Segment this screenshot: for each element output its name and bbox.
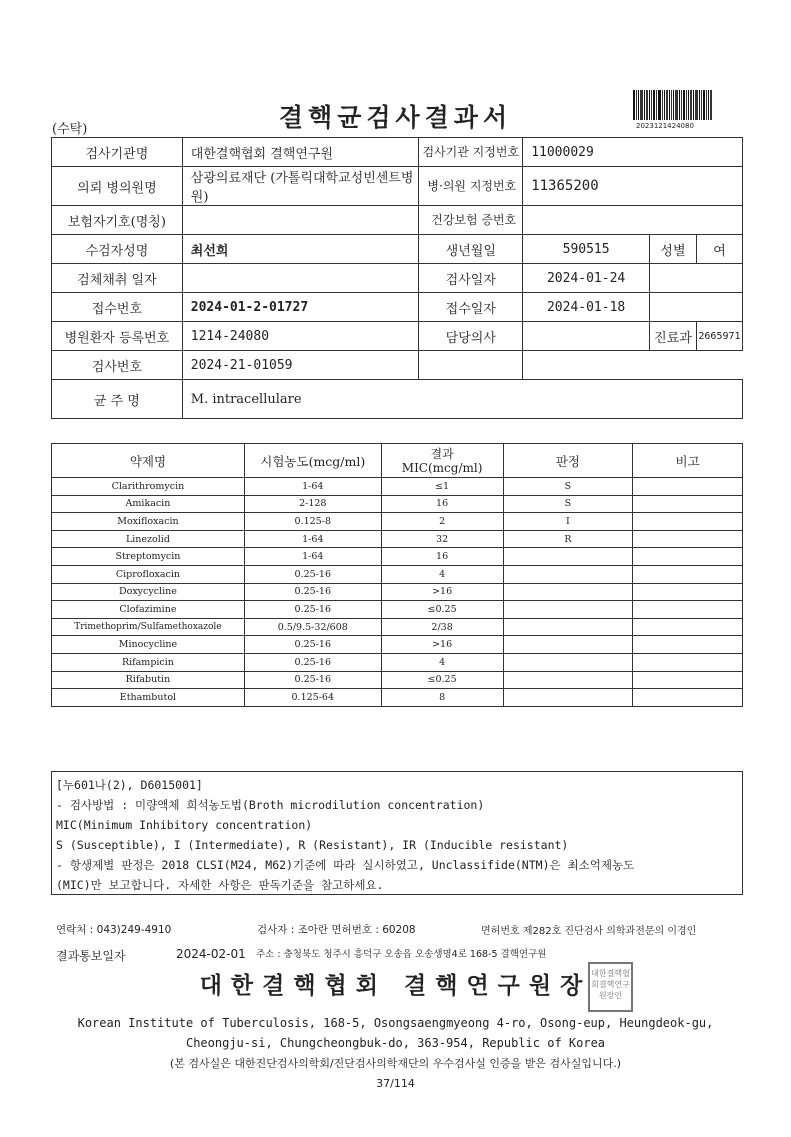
note-line-5: - 항생제별 판정은 2018 CLSI(M24, M62)기준에 따라 실시하였고, Unclassifide(NTM)은 최소억제농도 [56,858,635,872]
test-date-value: 2024-01-24 [523,264,650,293]
barcode-bar [644,90,645,120]
mic-cell: >16 [381,583,503,601]
institution-value: 대한결핵협회 결핵연구원 [182,138,419,167]
mic-col-header [381,444,503,478]
mic-cell: ≤0.25 [381,671,503,689]
test-no-value: 2024-21-01059 [182,351,419,380]
reg-no-value: 1214-24080 [182,322,419,351]
mic-header-line: MIC(mcg/ml) [401,460,483,475]
barcode-bar [664,90,665,120]
patient-info-table [51,137,743,419]
note-cell [633,530,743,548]
test-range-cell: 1-64 [244,478,381,496]
barcode-bar [686,90,687,120]
barcode-bar [656,90,657,120]
mic-cell: 16 [381,548,503,566]
specialist: 면허번호 제282호 진단검사 의학과전문의 이경인 [481,926,697,937]
drug-col-header: 약제명 [52,444,245,478]
barcode-bar [695,90,698,120]
test-range-cell: 0.25-16 [244,601,381,619]
interpretation-cell: S [503,495,633,513]
health-ins-value [523,206,743,235]
note-cell [633,653,743,671]
drug-name-cell: Rifampicin [52,653,245,671]
note-cell [633,671,743,689]
barcode-bar [681,90,682,120]
mic-cell: >16 [381,636,503,654]
receipt-date-value: 2024-01-18 [523,293,650,322]
table-row [52,636,743,654]
mic-cell: 2/38 [381,618,503,636]
test-range-cell: 0.25-16 [244,653,381,671]
inst-code-label: 검사기관 지정번호 [419,138,523,167]
barcode-bar [703,90,705,120]
test-range-cell: 1-64 [244,548,381,566]
mic-cell: 4 [381,653,503,671]
hospital-label: 의뢰 병의원명 [52,167,183,206]
table-row [52,478,743,496]
interpretation-cell: I [503,513,633,531]
test-range-cell: 0.125-8 [244,513,381,531]
note-cell [633,478,743,496]
institute-name: 대한결핵협회 결핵연구원장 [199,973,592,999]
interp-col-header: 판정 [503,444,633,478]
note-cell [633,636,743,654]
barcode-bar [651,90,652,120]
test-date-label: 검사일자 [419,264,523,293]
test-no-blank-right [523,351,743,380]
barcode-bar [649,90,650,120]
table-row [52,513,743,531]
barcode-bar [679,90,680,120]
barcode [633,90,713,120]
institution-label: 검사기관명 [52,138,183,167]
patient-name-label: 수검자성명 [52,235,183,264]
note-line-2: - 검사방법 : 미량액체 희석농도법(Broth microdilution concentration) [56,798,485,812]
birth-value: 590515 [523,235,650,264]
note-cell [633,548,743,566]
test-range-cell: 0.25-16 [244,671,381,689]
birth-label: 생년월일 [419,235,523,264]
note-col-header: 비고 [633,444,743,478]
table-row [52,618,743,636]
barcode-bar [688,90,689,120]
method-notes [51,771,743,895]
hospital-value: 삼광의료재단 (가톨릭대학교성빈센트병원) [182,167,419,206]
report-date-label: 결과통보일자 [56,949,126,963]
certification: (본 검사실은 대한진단검사의학회/진단검사의학재단의 우수검사실 인증을 받은 검사실입니다.) [169,1057,622,1070]
barcode-bar [706,90,707,120]
health-ins-label: 건강보험 증번호 [419,206,523,235]
insured-label: 보험자기호(명칭) [52,206,183,235]
barcode-bar [653,90,655,120]
sex-value: 여 [696,235,742,264]
table-row [52,689,743,707]
barcode-number: 2023121424080 [636,122,694,130]
organism-value: M. intracellulare [182,380,742,419]
note-cell [633,513,743,531]
drug-name-cell: Moxifloxacin [52,513,245,531]
barcode-bar [666,90,668,120]
note-line-6: (MIC)만 보고합니다. 자세한 사항은 판독기준을 참고하세요. [56,878,384,892]
hospital-code-value: 11365200 [523,167,743,206]
tester: 검사자 : 조아란 면허번호 : 60208 [257,924,416,936]
test-range-cell: 0.25-16 [244,636,381,654]
interpretation-cell [503,583,633,601]
barcode-bar [673,90,675,120]
barcode-bar [658,90,661,120]
drug-name-cell: Doxycycline [52,583,245,601]
note-cell [633,618,743,636]
table-row [52,583,743,601]
drug-name-cell: Linezolid [52,530,245,548]
table-row [52,565,743,583]
drug-name-cell: Rifabutin [52,671,245,689]
table-row [52,671,743,689]
interpretation-cell: R [503,530,633,548]
page-number: 37/114 [376,1077,415,1090]
drug-name-cell: Ciprofloxacin [52,565,245,583]
seal-text: 대한결핵협회결핵연구원장인 [591,969,630,1000]
barcode-bar [638,90,639,120]
note-line-3: MIC(Minimum Inhibitory concentration) [56,818,313,832]
sex-label: 성별 [650,235,697,264]
range-col-header: 시험농도(mcg/ml) [244,444,381,478]
collect-date-value [182,264,419,293]
test-no-label: 검사번호 [52,351,183,380]
barcode-bar [708,90,709,120]
drug-name-cell: Streptomycin [52,548,245,566]
official-seal [588,962,633,1012]
test-range-cell: 0.25-16 [244,583,381,601]
table-row [52,601,743,619]
receipt-no-value: 2024-01-2-01727 [182,293,419,322]
address-kr: 주소 : 충청북도 청주시 흥덕구 오송읍 오송생명4로 168-5 결핵연구원 [256,949,547,960]
reg-no-label: 병원환자 등록번호 [52,322,183,351]
barcode-bar [640,90,643,120]
dept-value: 2665971 [696,322,742,351]
mic-cell: ≤1 [381,478,503,496]
barcode-bar [710,90,712,120]
address-en-line-2: Cheongju-si, Chungcheongbuk-do, 363-954, Republic of Korea [185,1036,606,1050]
dept-label: 진료과 [650,322,697,351]
barcode-bar [690,90,692,120]
mic-cell: 16 [381,495,503,513]
note-cell [633,495,743,513]
test-range-cell: 0.25-16 [244,565,381,583]
interpretation-cell [503,636,633,654]
barcode-bar [671,90,672,120]
barcode-bar [675,90,678,120]
hospital-code-label: 병·의원 지정번호 [419,167,523,206]
barcode-bar [633,90,635,120]
mic-cell: 32 [381,530,503,548]
barcode-bar [646,90,648,120]
test-range-cell: 2-128 [244,495,381,513]
interpretation-cell: S [503,478,633,496]
barcode-bar [701,90,702,120]
drug-name-cell: Clofazimine [52,601,245,619]
mic-cell: 8 [381,689,503,707]
mic-cell: 4 [381,565,503,583]
test-no-blank [419,351,523,380]
table-row [52,653,743,671]
request-tag: (수탁) [52,122,88,137]
note-cell [633,601,743,619]
table-row [52,548,743,566]
doctor-value [523,322,650,351]
organism-label: 균 주 명 [52,380,183,419]
note-line-1: [누601나(2), D6015001] [56,778,203,792]
test-range-cell: 1-64 [244,530,381,548]
interpretation-cell [503,653,633,671]
barcode-bar [662,90,663,120]
drug-name-cell: Trimethoprim/Sulfamethoxazole [52,618,245,636]
interpretation-cell [503,618,633,636]
barcode-bar [636,90,637,120]
mic-cell: ≤0.25 [381,601,503,619]
mic-cell: 2 [381,513,503,531]
receipt-no-label: 접수번호 [52,293,183,322]
note-cell [633,565,743,583]
insured-value [182,206,419,235]
drug-name-cell: Ethambutol [52,689,245,707]
table-row [52,530,743,548]
drug-name-cell: Clarithromycin [52,478,245,496]
document-title: 결핵균검사결과서 [278,103,513,132]
interpretation-cell [503,565,633,583]
patient-name-value: 최선희 [182,235,419,264]
inst-code-value: 11000029 [523,138,743,167]
test-range-cell: 0.125-64 [244,689,381,707]
interpretation-cell [503,601,633,619]
receipt-date-blank [650,293,743,322]
collect-date-label: 검체채취 일자 [52,264,183,293]
test-date-blank [650,264,743,293]
interpretation-cell [503,548,633,566]
receipt-date-label: 접수일자 [419,293,523,322]
test-range-cell: 0.5/9.5-32/608 [244,618,381,636]
susceptibility-table [51,443,743,707]
contact: 연락처 : 043)249-4910 [56,924,172,936]
barcode-bar [683,90,685,120]
interpretation-cell [503,671,633,689]
doctor-label: 담당의사 [419,322,523,351]
barcode-bar [699,90,700,120]
note-line-4: S (Susceptible), I (Intermediate), R (Resistant), IR (Inducible resistant) [56,838,569,852]
interpretation-cell [503,689,633,707]
table-row [52,495,743,513]
note-cell [633,689,743,707]
report-date-value: 2024-02-01 [176,947,246,961]
address-en-line-1: Korean Institute of Tuberculosis, 168-5, Osongsaengmyeong 4-ro, Osong-eup, Heungdeok-gu, [77,1016,714,1030]
note-cell [633,583,743,601]
barcode-bar [693,90,694,120]
drug-name-cell: Amikacin [52,495,245,513]
drug-name-cell: Minocycline [52,636,245,654]
barcode-bar [669,90,670,120]
result-header-line: 결과 [430,446,454,461]
